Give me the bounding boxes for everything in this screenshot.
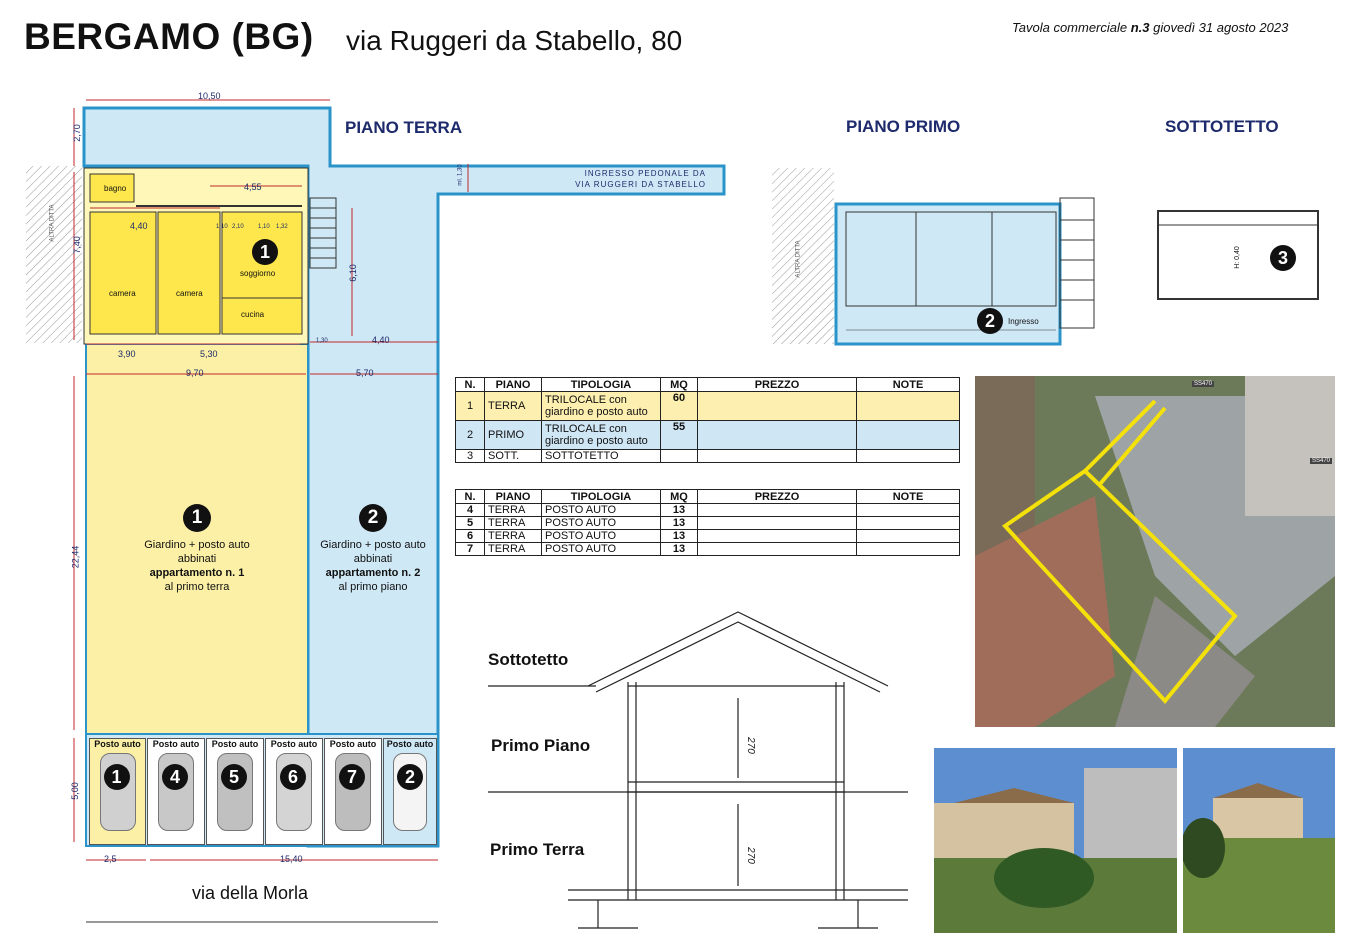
ingresso-line-1: INGRESSO PEDONALE DA xyxy=(584,169,706,178)
badge-apartment-2: 2 xyxy=(977,308,1003,334)
cell-tip: POSTO AUTO xyxy=(542,504,661,517)
cell-note xyxy=(857,517,960,530)
garden-2-line-1: Giardino + posto auto xyxy=(320,539,426,551)
table-row xyxy=(456,504,960,517)
cell-n: 6 xyxy=(456,530,485,543)
cell-piano: PRIMO xyxy=(485,421,542,450)
map-road-label-2: SS470 xyxy=(1312,458,1331,464)
cell-prezzo xyxy=(698,450,857,463)
parking-label: Posto auto xyxy=(270,739,318,749)
cell-tip-2: giardino e posto auto xyxy=(545,406,648,418)
cell-n: 4 xyxy=(456,504,485,517)
parking-label: Posto auto xyxy=(329,739,377,749)
garden-1-line-2: abbinati xyxy=(177,553,217,565)
table-row xyxy=(456,450,960,463)
parking-space-2 xyxy=(383,738,437,845)
cell-piano: TERRA xyxy=(485,504,542,517)
th-tipologia: TIPOLOGIA xyxy=(542,490,661,504)
header-city: BERGAMO (BG) xyxy=(24,16,314,57)
dim-25: 2,5 xyxy=(104,854,117,864)
cell-piano: TERRA xyxy=(485,517,542,530)
th-note: NOTE xyxy=(857,378,960,392)
cell-tip-1: TRILOCALE con xyxy=(545,394,627,406)
room-camera-2 xyxy=(158,212,220,334)
table-row xyxy=(456,392,960,421)
dim-610: 6,10 xyxy=(347,264,358,282)
cell-mq: 60 xyxy=(661,392,698,421)
dim-left-top: 2,70 xyxy=(71,124,82,142)
parking-label: Posto auto xyxy=(152,739,200,749)
dim-390: 3,90 xyxy=(118,349,136,359)
cell-prezzo xyxy=(698,517,857,530)
garden-1-line-1: Giardino + posto auto xyxy=(144,539,250,551)
car-icon xyxy=(276,753,312,831)
photo-garden-1 xyxy=(934,748,1177,933)
dim-left-main: 7,40 xyxy=(71,236,82,254)
parking-space-6 xyxy=(265,738,323,845)
tavola-number: n.3 xyxy=(1130,20,1150,35)
cell-note xyxy=(857,530,960,543)
cell-piano: TERRA xyxy=(485,392,542,421)
cell-mq: 13 xyxy=(661,504,698,517)
cell-n: 2 xyxy=(456,421,485,450)
section-height-1: 270 xyxy=(744,737,756,754)
garden-2-line-2: abbinati xyxy=(353,553,393,565)
dim-570: 5,70 xyxy=(356,368,374,378)
cell-note xyxy=(857,450,960,463)
section-label-primo-terra: Primo Terra xyxy=(490,840,585,859)
table-apartments xyxy=(455,377,960,463)
table-row xyxy=(456,530,960,543)
cell-note xyxy=(857,392,960,421)
dim-530: 5,30 xyxy=(200,349,218,359)
car-icon xyxy=(335,753,371,831)
dim-top-width: 10,50 xyxy=(198,91,221,101)
th-note: NOTE xyxy=(857,490,960,504)
cell-note xyxy=(857,543,960,556)
badge-apartment-1: 1 xyxy=(252,239,278,265)
dim-130b: 1,30 xyxy=(316,338,328,344)
th-piano: PIANO xyxy=(485,378,542,392)
garden-1-line-4: al primo terra xyxy=(164,581,230,593)
th-n: N. xyxy=(456,490,485,504)
parking-badge: 1 xyxy=(104,764,130,790)
parking-badge: 6 xyxy=(280,764,306,790)
map-road-label-1: SS470 xyxy=(1194,381,1213,387)
garden-2-badge: 2 xyxy=(359,504,387,532)
title-piano-primo: PIANO PRIMO xyxy=(846,117,961,136)
garden-1-line-3: appartamento n. 1 xyxy=(149,567,245,579)
garden-1-text xyxy=(86,504,308,594)
cell-prezzo xyxy=(698,504,857,517)
cell-note xyxy=(857,504,960,517)
car-icon xyxy=(217,753,253,831)
title-sottotetto: SOTTOTETTO xyxy=(1165,117,1279,136)
dim-1540: 15,40 xyxy=(280,854,303,864)
cell-mq: 55 xyxy=(661,421,698,450)
parking-label: Posto auto xyxy=(386,739,434,749)
table-row xyxy=(456,517,960,530)
cell-prezzo xyxy=(698,543,857,556)
garden-2-text xyxy=(308,504,438,594)
th-prezzo: PREZZO xyxy=(698,490,857,504)
dim-small-4: 1,32 xyxy=(276,224,288,230)
parking-space-7 xyxy=(324,738,382,845)
ingresso-line-2: VIA RUGGERI DA STABELLO xyxy=(575,180,706,189)
badge-sottotetto: 3 xyxy=(1270,245,1296,271)
cell-mq: 13 xyxy=(661,543,698,556)
dim-440a: 4,40 xyxy=(130,221,148,231)
th-piano: PIANO xyxy=(485,490,542,504)
street-name: via della Morla xyxy=(192,883,309,903)
th-mq: MQ xyxy=(661,378,698,392)
garden-2-line-4: al primo piano xyxy=(338,581,408,593)
label-ingresso: Ingresso xyxy=(1008,317,1039,326)
header-tavola xyxy=(1012,20,1288,35)
label-camera-2: camera xyxy=(176,289,203,298)
tavola-label: Tavola commerciale xyxy=(1012,20,1131,35)
label-camera-1: camera xyxy=(109,289,136,298)
header-street: via Ruggeri da Stabello, 80 xyxy=(346,25,683,56)
label-soggiorno: soggiorno xyxy=(240,269,276,278)
th-n: N. xyxy=(456,378,485,392)
cell-piano: TERRA xyxy=(485,543,542,556)
cell-prezzo xyxy=(698,530,857,543)
dim-970: 9,70 xyxy=(186,368,204,378)
dim-ml130: ml. 1,30 xyxy=(457,164,464,186)
th-prezzo: PREZZO xyxy=(698,378,857,392)
garden-1-badge: 1 xyxy=(183,504,211,532)
cell-n: 3 xyxy=(456,450,485,463)
cell-mq: 13 xyxy=(661,530,698,543)
parking-space-1 xyxy=(89,738,146,845)
dim-440b: 4,40 xyxy=(372,335,390,345)
label-bagno: bagno xyxy=(104,184,127,193)
parking-badge: 7 xyxy=(339,764,365,790)
cell-n: 5 xyxy=(456,517,485,530)
label-altra-ditta: ALTRA DITTA xyxy=(49,204,56,242)
parking-badge: 2 xyxy=(397,764,423,790)
tavola-date: giovedì 31 agosto 2023 xyxy=(1149,20,1289,35)
table-parking xyxy=(455,489,960,556)
parking-space-4 xyxy=(147,738,205,845)
car-icon xyxy=(158,753,194,831)
title-piano-terra: PIANO TERRA xyxy=(345,118,463,137)
cell-piano: SOTT. xyxy=(485,450,542,463)
cell-tip: POSTO AUTO xyxy=(542,517,661,530)
table-row xyxy=(456,421,960,450)
label-cucina: cucina xyxy=(241,310,265,319)
section-label-sottotetto: Sottotetto xyxy=(488,650,569,669)
attic-height-label: H: 0,40 xyxy=(1233,246,1241,269)
th-tipologia: TIPOLOGIA xyxy=(542,378,661,392)
label-altra-ditta-2: ALTRA DITTA xyxy=(795,240,802,278)
parking-label: Posto auto xyxy=(94,739,141,749)
cell-tip-2: giardino e posto auto xyxy=(545,435,648,447)
cell-prezzo xyxy=(698,421,857,450)
cell-mq: 13 xyxy=(661,517,698,530)
aerial-map xyxy=(975,376,1335,727)
cell-note xyxy=(857,421,960,450)
dim-small-2: 2,10 xyxy=(232,224,244,230)
cell-piano: TERRA xyxy=(485,530,542,543)
car-icon xyxy=(100,753,136,831)
cell-tip-1: SOTTOTETTO xyxy=(542,450,661,463)
dim-small-3: 1,10 xyxy=(258,224,270,230)
cell-tip: POSTO AUTO xyxy=(542,530,661,543)
first-floor-plan xyxy=(770,160,1110,350)
dim-455: 4,55 xyxy=(244,182,262,192)
th-mq: MQ xyxy=(661,490,698,504)
cell-mq xyxy=(661,450,698,463)
photo-garden-2 xyxy=(1183,748,1335,933)
car-icon xyxy=(393,753,427,831)
cell-prezzo xyxy=(698,392,857,421)
cell-n: 7 xyxy=(456,543,485,556)
parking-label: Posto auto xyxy=(211,739,259,749)
dim-small-1: 1,10 xyxy=(216,224,228,230)
dim-2244: 22,44 xyxy=(70,545,81,569)
cell-n: 1 xyxy=(456,392,485,421)
parking-row xyxy=(86,734,438,846)
cell-tip-1: TRILOCALE con xyxy=(545,423,627,435)
section-label-primo-piano: Primo Piano xyxy=(491,736,591,755)
cell-tip: POSTO AUTO xyxy=(542,543,661,556)
parking-badge: 4 xyxy=(162,764,188,790)
table-row xyxy=(456,543,960,556)
parking-space-5 xyxy=(206,738,264,845)
parking-badge: 5 xyxy=(221,764,247,790)
section-height-2: 270 xyxy=(744,847,756,864)
garden-2-line-3: appartamento n. 2 xyxy=(325,567,421,579)
dim-500: 5,00 xyxy=(69,782,80,800)
